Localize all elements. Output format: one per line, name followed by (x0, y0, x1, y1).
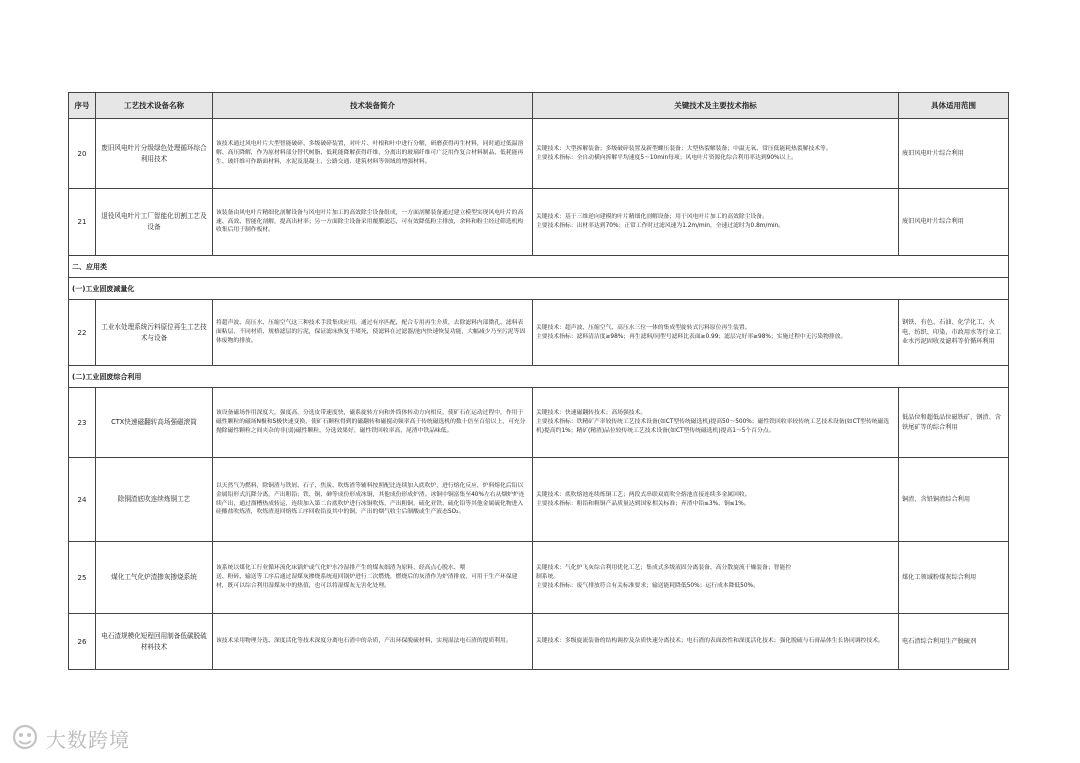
row-name: 煤化工气化炉渣掺灰掺烧系统 (96, 542, 213, 614)
col-header-no: 序号 (69, 93, 96, 119)
row-intro: 该技术通过风电叶片大型智能破碎、多级破碎装置，对叶片、叶根和叶中进行分解，研磨获得再生材料，同时通过低温溶解、高压降解，作为原材料部分替代树脂、低耗能降解获得纤维，分离出的玻璃纤维可广泛用作复合材料制品、低耗能再生、玻纤维可作路面材料，水泥及混凝土、公路交通、建筑材料等领域的增强材料。 (213, 119, 533, 189)
table-row (69, 542, 1009, 614)
row-scope: 电石渣综合利用生产脱硫剂 (899, 614, 1009, 670)
row-name: 电石渣规模化短程回用制备低碳脱硫材料技术 (96, 614, 213, 670)
row-number: 20 (69, 119, 96, 189)
col-header-scope: 具体适用范围 (899, 93, 1009, 119)
row-name: 除铜渣底吹连续炼铜工艺 (96, 458, 213, 542)
row-scope: 低品位和超低品位磁铁矿、钢渣、含铁尾矿等的综合利用 (899, 388, 1009, 458)
row-scope: 钢铁、有色、石油、化学化工、火电、纺织、印染、市政用水等行业工业水污泥固收及滤料等价循环利用 (899, 300, 1009, 366)
col-header-name: 工艺技术设备名称 (96, 93, 213, 119)
row-tech: 关键技术：超声波、压缩空气、高压水三位一体的集成型旋转式污料原位再生装置。 主要技术指标：滤料清洁度≥98%；再生滤料/同型号滤料比表面≥0.99；滤层完好率≥98%；实施过程中无污染物排放。 (533, 300, 899, 366)
section-title: 二、应用类 (69, 256, 1009, 278)
row-number: 25 (69, 542, 96, 614)
process-technology-table (68, 92, 1009, 670)
row-tech: 关键技术：气化炉飞灰综合利用优化工艺；集成式多级液固分离装备、高分散旋流干燥装备；智能控 制系统。 主要技术指标：废气排放符合有关标准要求；输送能耗降低50%；运行成本降低50%。 (533, 542, 899, 614)
subsection-title: (一)工业固废减量化 (69, 278, 1009, 300)
row-intro: 以天然气为燃料，除铜渣与铁屑、石子、焦炭、吹炼渣等辅料按照配比连续加入底吹炉，进行熔化反应，炉料熔化后铅以金属铅形式沉降分离，产出粗铅；铁、铜、砷等成份形成冰铜，其他成份形成炉渣。冰铜中铜富集至40%左右从烟炉炉连续产出，通过溜槽热成转运，连续加入第二台底吹炉进行冰铜吹炼，产出粗铜，硫化亚铁、硫化铅等其他金属硫化物进入硅酸盐吹炼渣，吹炼渣返回熔炼工序回收铅及其中的铜，产出的烟气收尘后制酸或生产液态SO₂。 (213, 458, 533, 542)
row-name: 退役风电叶片工厂智能化切割工艺及设备 (96, 189, 213, 256)
row-name: CTX快速磁翻转高场强磁滚筒 (96, 388, 213, 458)
table-row (69, 119, 1009, 189)
col-header-tech: 关键技术及主要技术指标 (533, 93, 899, 119)
row-tech: 关键技术：底吹熔池连续炼铜工艺；两段式串联双底吹全熔池直接连续多金属回收。 主要技术指标：粗铅和粗铜产品质量达到国家相关标准；弃渣中铅≤3%、铜≤1%。 (533, 458, 899, 542)
row-intro: 该技术采用物理分选、深度活化等技术深度分离电石渣中的杂质，产出环保脱硫材料，实现湿法电石渣的提质利用。 (213, 614, 533, 670)
row-name: 废旧风电叶片分级绿色处理循环综合利用技术 (96, 119, 213, 189)
watermark (6, 722, 146, 754)
watermark-text: 大数跨境 (46, 728, 130, 752)
row-scope: 废旧风电叶片综合利用 (899, 189, 1009, 256)
row-number: 21 (69, 189, 96, 256)
row-tech: 关键技术：大型拆解装备；多级破碎装置及新型螺压装备；大型热裂解装备；中温无氧、常压低能耗热裂解技术等。 主要技术指标：全自动横向拆解平均速度5～10min每项；风电叶片资源化综合利用率达到90%以上。 (533, 119, 899, 189)
row-intro: 该设备磁场作用深度大，强度高，分选皮带速度快，磁系旋转方向和外筒体转动方向相反，使矿石在运动过程中，作用于磁性颗粒的磁场N极和S极快速变换，使矿石颗粒得到的磁翻转和磁搅动频率高于传统磁选机的数十倍至百倍以上，可充分抛除磁性颗粒之间夹杂的非(弱)磁性颗粒，分选效果好，磁性铁回收率高，尾渣中铁品味低。 (213, 388, 533, 458)
table-row (69, 300, 1009, 366)
subsection-row (69, 278, 1009, 300)
col-header-intro: 技术装备简介 (213, 93, 533, 119)
row-name: 工业水处理系统污料原位再生工艺技术与设备 (96, 300, 213, 366)
row-scope: 废旧风电叶片综合利用 (899, 119, 1009, 189)
row-tech: 关键技术：多级旋流装备的结构调控及杂质快速分离技术；电石渣的表面改性和深度活化技术；强化脱硫与石膏晶体生长协同调控技术。 (533, 614, 899, 670)
row-intro: 将超声波、高压水、压缩空气这三种技术手段集成应用，通过有序匹配，配合专用再生介质，去除滤料内部微孔、滤料表面粘层，不同材质、规格滤层的污泥，保证滤床恢复不堵死，使滤料在过滤器/池内快速恢复功能，大幅减少乃至污泥等固体废物的排放。 (213, 300, 533, 366)
row-intro: 该系统以煤化工行业循环流化床锅炉或气化炉水冷湿排产生的煤灰细渣为原料，经高点心脱水、喂 送、粉碎、输送等工序后通过湿煤灰掺烧系统返回锅炉进行二次燃烧，燃烧后的灰渣作为炉渣排放，可用于生产环保建材，既可以综合利用湿煤灰中的热值，也可以将湿煤灰无害化处理。 (213, 542, 533, 614)
table-row (69, 614, 1009, 670)
row-number: 24 (69, 458, 96, 542)
subsection-row (69, 366, 1009, 388)
row-intro: 该装备由风电叶片精细化剖解设备与风电叶片加工的高效除尘设备组成，一方面剖解装备通过建立模型实现风电叶片的高速、高效、智能化剖解，提高出材率；另一方面除尘设备采用覆膜滤芯，可有效降低粉尘排放，余料和粉尘经过筛选机构收集后用于制作板材。 (213, 189, 533, 256)
row-number: 23 (69, 388, 96, 458)
subsection-title: (二)工业固废综合利用 (69, 366, 1009, 388)
row-tech: 关键技术：快速磁翻转技术；高场强技术。 主要技术指标：铁精矿产率较传统工艺技术设备(如CT型传统磁选机)提高50～500%；磁性铁回收率较传统工艺技术设备(如CT型传统磁选机)提高约1%；精矿(精渣)品位较传统工艺技术设备(如CT型传统磁选机)提高1～5个百分点。 (533, 388, 899, 458)
row-scope: 铜渣、含铅铜渣综合利用 (899, 458, 1009, 542)
row-scope: 煤化工领域粉煤灰综合利用 (899, 542, 1009, 614)
row-tech: 关键技术：基于三维逆向建模的叶片精细化剖解设备；用于风电叶片加工的高效除尘设备。 主要技术指标：出材率达到70%；正常工作时过滤风速为1.2m/min，全速过滤时为0.8m/min。 (533, 189, 899, 256)
row-number: 26 (69, 614, 96, 670)
header-row (69, 93, 1009, 119)
table-row (69, 388, 1009, 458)
table-row (69, 458, 1009, 542)
watermark-logo-icon (8, 722, 42, 752)
table-row (69, 189, 1009, 256)
row-number: 22 (69, 300, 96, 366)
section-row (69, 256, 1009, 278)
